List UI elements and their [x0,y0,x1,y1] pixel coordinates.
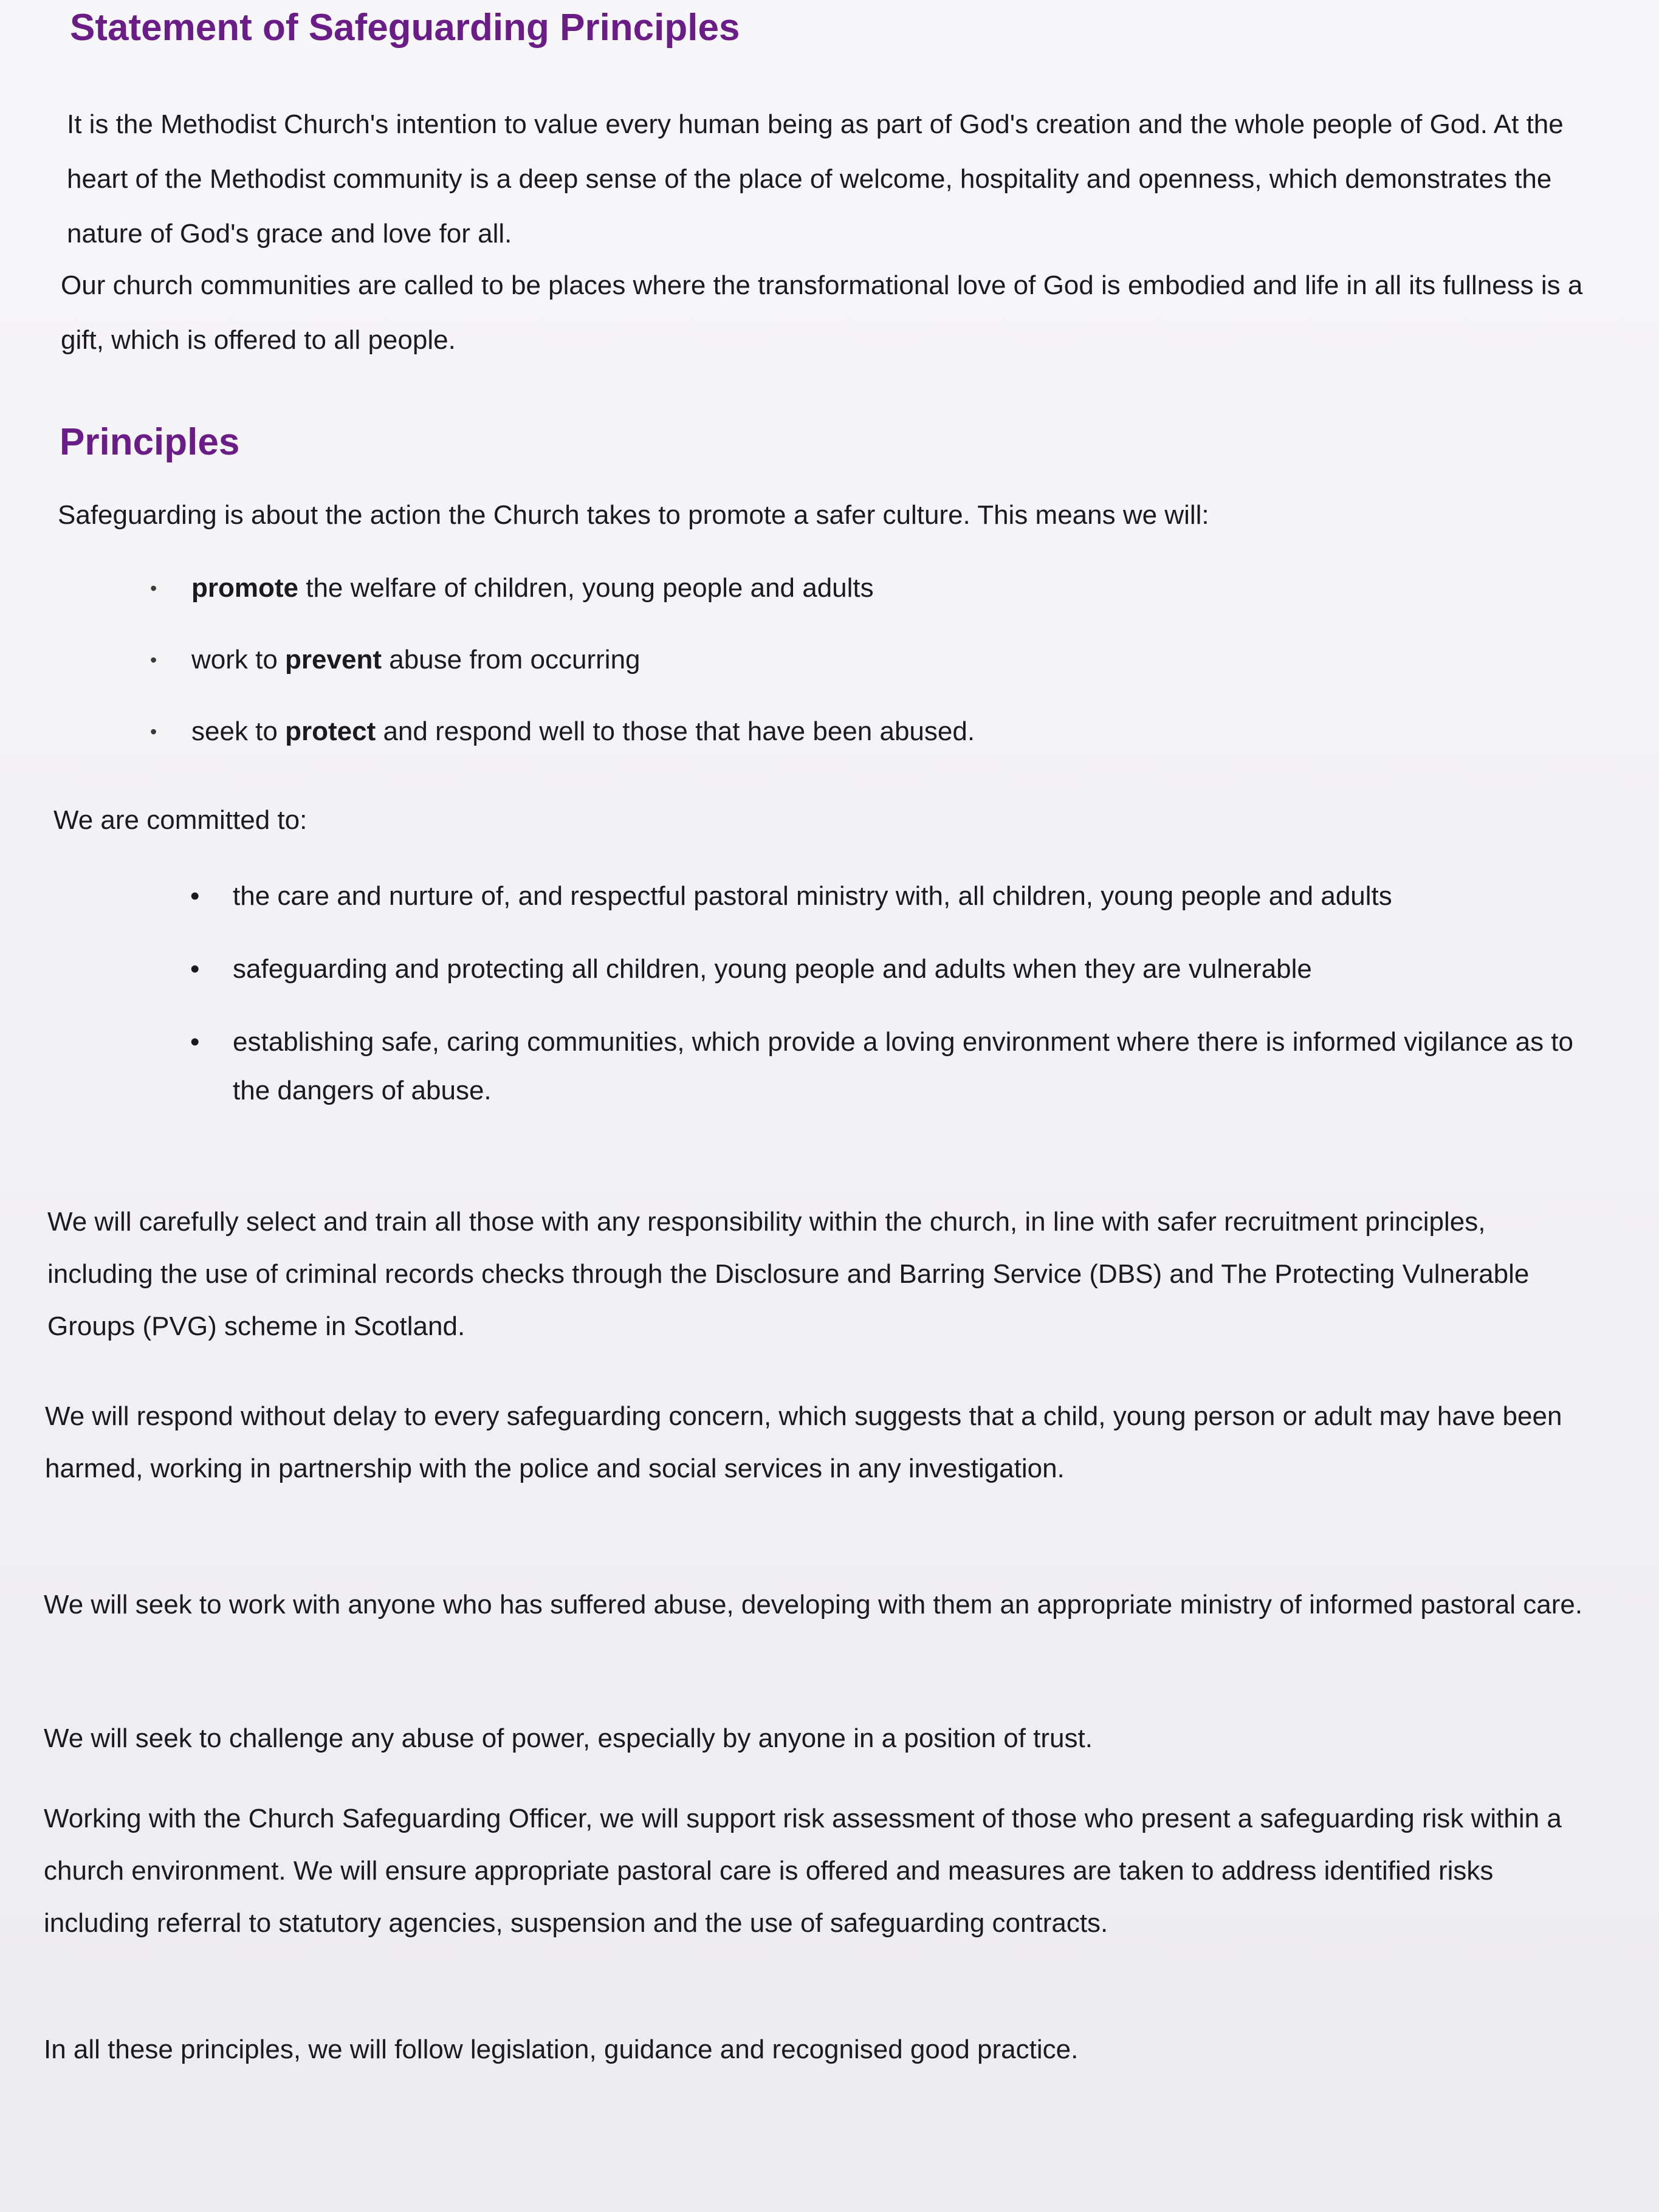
list-item: • establishing safe, caring communities, which provide a loving environment where there is informed vigilance as to the dangers of abuse. [233,1018,1582,1115]
page-title: Statement of Safeguarding Principles [70,7,740,49]
intro-paragraph: Our church communities are called to be places where the transformational love of God is embodied and life in all its fullness is a gift, which is offered to all people. [61,270,1583,355]
bold-term: promote [191,573,298,603]
list-item: • seek to protect and respond well to those that have been abused. [191,707,1528,756]
principles-list [191,564,1528,756]
body-paragraph: We will seek to work with anyone who has suffered abuse, developing with them an appropriate ministry of informed pastoral care. [44,1590,1583,1619]
principles-intro: Safeguarding is about the action the Church takes to promote a safer culture. This means we will: [58,500,1209,530]
list-item: • promote the welfare of children, young people and adults [191,564,1528,613]
body-paragraph: We will respond without delay to every safeguarding concern, which suggests that a child, young person or adult may have been harmed, working in partnership with the police and social services in any investigation. [45,1401,1562,1483]
list-item: • safeguarding and protecting all children, young people and adults when they are vulnerable [233,945,1582,994]
body-paragraph: We will seek to challenge any abuse of power, especially by anyone in a position of trust. [44,1723,1093,1753]
bold-term: prevent [285,645,382,675]
intro-paragraph: It is the Methodist Church's intention to value every human being as part of God's creation and the whole people of God. At the heart of the Methodist community is a deep sense of the place of welcome, hospitality and openness, which demonstrates the nature of God's grace and love for all. [67,109,1564,249]
list-item: • work to prevent abuse from occurring [191,636,1528,684]
body-paragraph: We will carefully select and train all those with any responsibility within the church, in line with safer recruitment principles, including the use of criminal records checks through the Disclosure and Barring Service (DBS) and The Protecting Vulnerable Groups (PVG) scheme in Scotland. [47,1207,1530,1341]
body-paragraph: Working with the Church Safeguarding Officer, we will support risk assessment of those who present a safeguarding risk within a church environment. We will ensure appropriate pastoral care is offered and measures are taken to address identified risks including referral to statutory agencies, suspension and the use of safeguarding contracts. [44,1804,1562,1938]
committed-list [233,872,1582,1115]
committed-intro: We are committed to: [53,805,307,835]
body-paragraph: In all these principles, we will follow legislation, guidance and recognised good practice. [44,2035,1079,2064]
section-heading-principles: Principles [60,421,240,463]
list-item: • the care and nurture of, and respectful pastoral ministry with, all children, young people and adults [233,872,1582,921]
bold-term: protect [285,716,376,746]
